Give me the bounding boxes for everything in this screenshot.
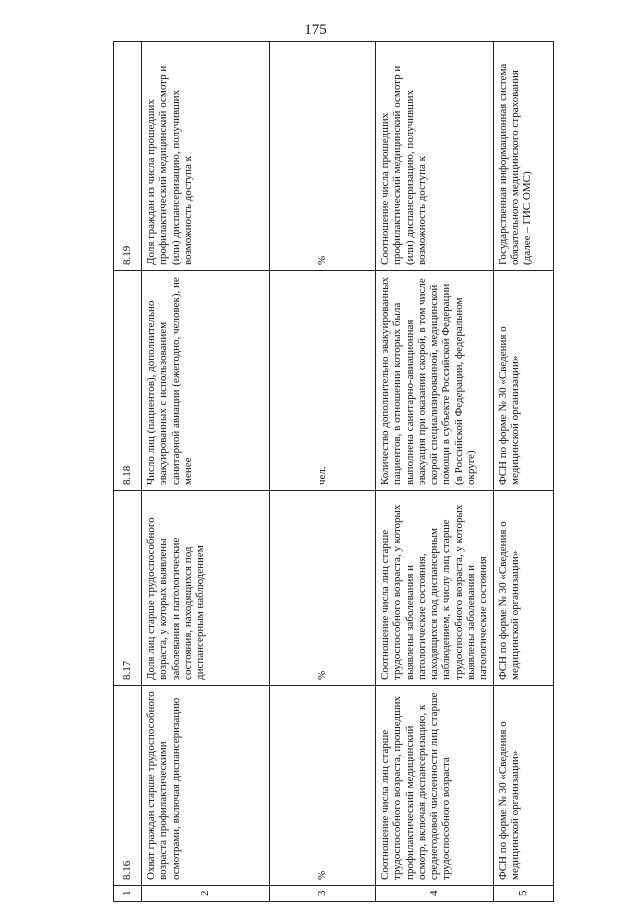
page-number: 175 [304, 22, 327, 38]
cell-index-8-16: 8.16 [114, 686, 142, 886]
column-header-1: 1 [114, 886, 142, 902]
cell-name-8-19: Доля граждан из числа прошедших профилактический медицинский осмотр и (или) диспансеризацию, получивших возможность доступа к [142, 42, 270, 271]
rotated-table-wrapper [113, 62, 545, 902]
cell-unit-8-17: % [270, 491, 376, 686]
field-row-source [493, 42, 553, 902]
column-header-4: 4 [376, 886, 494, 902]
cell-method-8-19: Соотношение числа прошедших профилактический медицинский осмотр и (или) диспансеризацию, получивших возможность доступа к [376, 42, 494, 271]
indicators-table [113, 41, 554, 902]
field-row-unit [270, 42, 376, 902]
column-header-2: 2 [142, 886, 270, 902]
cell-source-8-19: Государственная информационная система обязательного медицинского страхования (далее – ГИС ОМС) [493, 42, 553, 271]
cell-source-8-16: ФСН по форме № 30 «Сведения о медицинской организации» [493, 686, 553, 886]
cell-unit-8-18: чел. [270, 271, 376, 491]
column-header-5: 5 [493, 886, 553, 902]
cell-name-8-18: Число лиц (пациентов), дополнительно эвакуированных с использованием санитарной авиации (ежегодно, человек), не менее [142, 271, 270, 491]
cell-method-8-18: Количество дополнительно эвакуированных пациентов, в отношении которых была выполнена санитарно-авиационная эвакуация при оказании скорой, в том числе скорой специализированной, медицинской помощи в субъекте Российской Федерации (в Российской Федерации, федеральном округе) [376, 271, 494, 491]
cell-index-8-19: 8.19 [114, 42, 142, 271]
cell-name-8-17: Доля лиц старше трудоспособного возраста, у которых выявлены заболевания и патологические состояния, находящихся под диспансерным наблюдением [142, 491, 270, 686]
field-row-index [114, 42, 142, 902]
field-row-name [142, 42, 270, 902]
cell-method-8-17: Соотношение числа лиц старше трудоспособного возраста, у которых выявлены заболевания и патологические состояния, находящихся под диспансерным наблюдением, к числу лиц старше трудоспособного возраста, у которых выявлены заболевания и патологические состояния [376, 491, 494, 686]
cell-source-8-18: ФСН по форме № 30 «Сведения о медицинской организации» [493, 271, 553, 491]
cell-unit-8-19: % [270, 42, 376, 271]
cell-method-8-16: Соотношение числа лиц старше трудоспособного возраста, прошедших профилактический медицинский осмотр, включая диспансеризацию, к среднегодовой численности лиц старше трудоспособного возраста [376, 686, 494, 886]
cell-name-8-16: Охват граждан старше трудоспособного возраста профилактическими осмотрами, включая диспансеризацию [142, 686, 270, 886]
column-header-3: 3 [270, 886, 376, 902]
cell-unit-8-16: % [270, 686, 376, 886]
cell-index-8-17: 8.17 [114, 491, 142, 686]
cell-source-8-17: ФСН по форме № 30 «Сведения о медицинской организации» [493, 491, 553, 686]
cell-index-8-18: 8.18 [114, 271, 142, 491]
field-row-method [376, 42, 494, 902]
